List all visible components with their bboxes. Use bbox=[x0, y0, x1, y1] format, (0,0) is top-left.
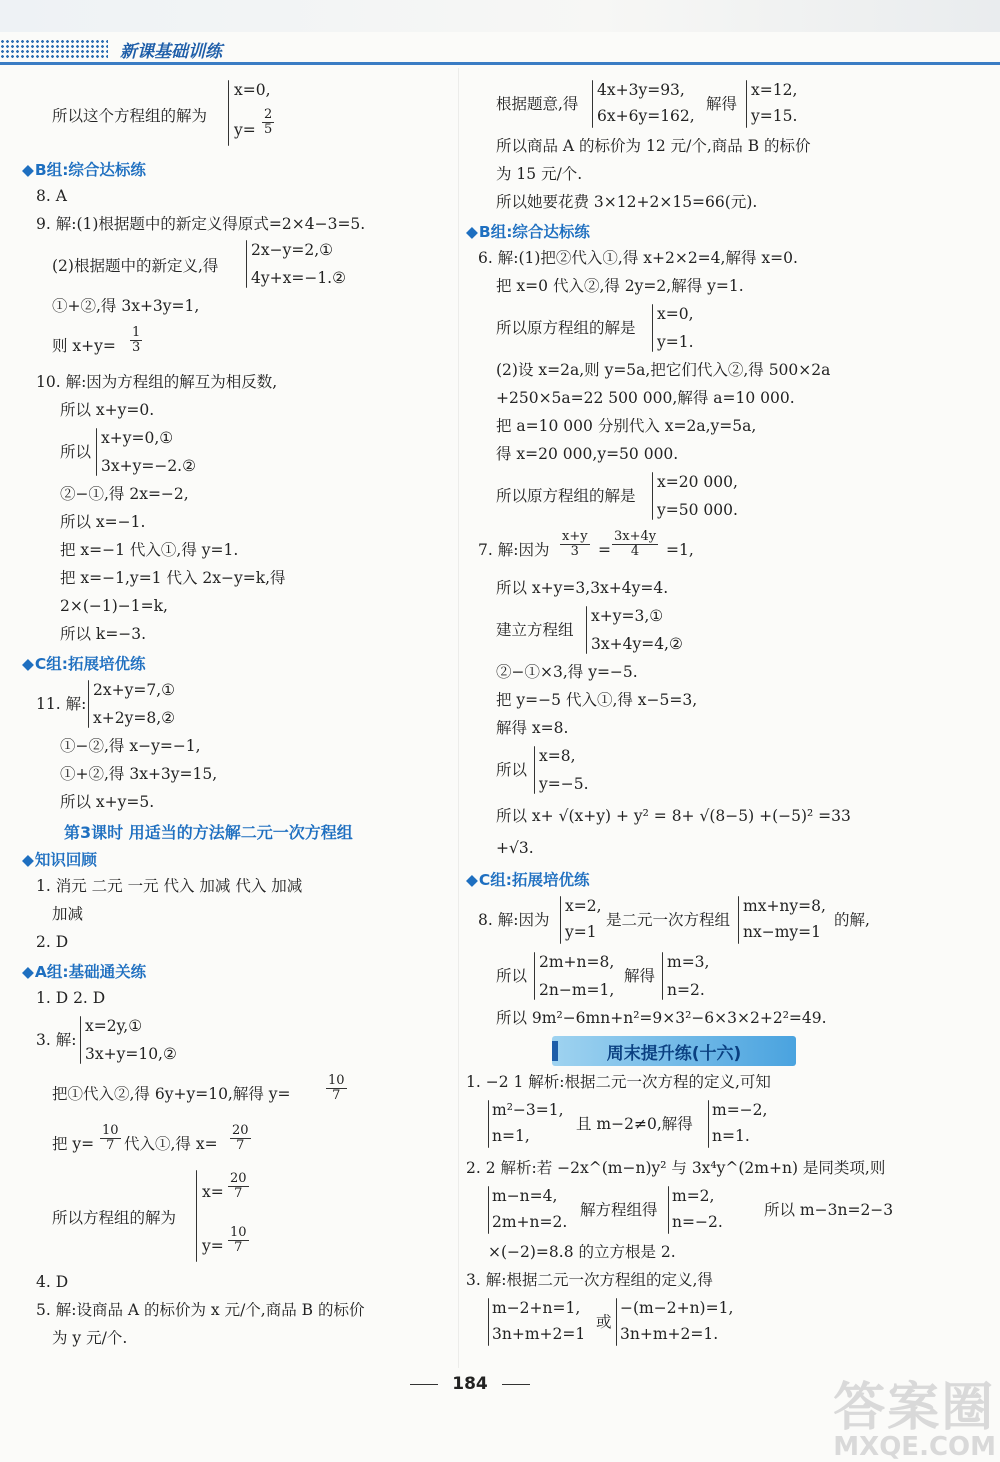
answer-line: 5. 解:设商品 A 的标价为 x 元/个,商品 B 的标价 bbox=[36, 1301, 365, 1319]
equation-brace bbox=[560, 896, 561, 944]
answer-line: 所以方程组的解为 bbox=[52, 1209, 177, 1227]
header-dot-pattern bbox=[0, 39, 108, 59]
answer-line: 把 x=−1,y=1 代入 2x−y=k,得 bbox=[60, 569, 286, 587]
system-eq: m−2+n=1, bbox=[492, 1299, 581, 1317]
answer-line: 10. 解:因为方程组的解互为相反数, bbox=[36, 373, 278, 391]
fraction: $\frac{20}{7}$ bbox=[232, 1123, 249, 1153]
watermark-url: MXQE.COM bbox=[833, 1432, 996, 1462]
equation-brace bbox=[652, 304, 653, 352]
system-eq: 2m+n=2. bbox=[492, 1213, 568, 1231]
system-eq: x=0, bbox=[657, 305, 694, 323]
answer-line: 把 a=10 000 分别代入 x=2a,y=5a, bbox=[496, 417, 757, 435]
answer-line: 解得 bbox=[624, 967, 656, 985]
system-eq: 3x+4y=4,② bbox=[591, 635, 683, 653]
system-eq: m²−3=1, bbox=[492, 1101, 564, 1119]
header-rule bbox=[0, 62, 1000, 65]
equation-brace bbox=[534, 746, 535, 794]
fraction: $\frac{2}{5}$ bbox=[264, 107, 273, 137]
system-eq: 3x+y=10,② bbox=[85, 1045, 177, 1063]
answer-line: 所以她要花费 3×12+2×15=66(元). bbox=[496, 193, 758, 211]
system-eq: x=0, bbox=[234, 81, 271, 99]
system-eq: y=1 bbox=[565, 923, 597, 941]
answer-line: 8. 解:因为 bbox=[478, 911, 550, 929]
answer-line: 4. D bbox=[36, 1273, 69, 1291]
system-eq: x= bbox=[202, 1183, 224, 1201]
answer-line: 所以这个方程组的解为 bbox=[52, 107, 208, 125]
system-eq: x+y=3,① bbox=[591, 607, 664, 625]
answer-line: ①+②,得 3x+3y=15, bbox=[60, 765, 218, 783]
answer-line: 把 y= bbox=[52, 1135, 95, 1153]
answer-line: 11. 解: bbox=[36, 695, 87, 713]
answer-line: 所以 k=−3. bbox=[60, 625, 147, 643]
answer-line: 7. 解:因为 bbox=[478, 541, 550, 559]
equation-brace bbox=[80, 1016, 81, 1064]
system-eq: x=12, bbox=[751, 81, 798, 99]
answer-line: 则 x+y= bbox=[52, 337, 116, 355]
system-eq: x=8, bbox=[539, 747, 576, 765]
answer-line: 所以 9m²−6mn+n²=9×3²−6×3×2+2²=49. bbox=[496, 1009, 827, 1027]
equals-sign: = bbox=[598, 541, 611, 559]
section-knowledge-heading: ◆知识回顾 bbox=[22, 851, 97, 869]
system-eq: m=3, bbox=[667, 953, 710, 971]
system-eq: 4y+x=−1.② bbox=[251, 269, 347, 287]
system-eq: n=−2. bbox=[672, 1213, 723, 1231]
equation-brace bbox=[668, 1186, 669, 1234]
system-eq: x=2y,① bbox=[85, 1017, 143, 1035]
answer-line: 1. −2 1 解析:根据二元一次方程的定义,可知 bbox=[466, 1073, 771, 1091]
system-eq: 6x+6y=162, bbox=[597, 107, 695, 125]
answer-line: 所以 x=−1. bbox=[60, 513, 146, 531]
top-margin-band bbox=[0, 0, 1000, 32]
system-eq: nx−my=1 bbox=[743, 923, 822, 941]
answer-line: 1. 消元 二元 一元 代入 加减 代入 加减 bbox=[36, 877, 303, 895]
answer-line: 为 15 元/个. bbox=[496, 165, 583, 183]
answer-line: 解得 x=8. bbox=[496, 719, 569, 737]
answer-line: ①+②,得 3x+3y=1, bbox=[52, 297, 200, 315]
answer-line: 所以原方程组的解是 bbox=[496, 319, 636, 337]
header-title: 新课基础训练 bbox=[120, 41, 222, 62]
equation-brace bbox=[228, 80, 229, 146]
answer-line: 为 y 元/个. bbox=[52, 1329, 128, 1347]
answer-line: 8. A bbox=[36, 187, 67, 205]
system-eq: n=1, bbox=[492, 1127, 530, 1145]
equation-brace bbox=[488, 1100, 489, 1148]
section-b-heading: ◆B组:综合达标练 bbox=[22, 161, 146, 179]
answer-line: (2)根据题中的新定义,得 bbox=[52, 257, 219, 275]
equation-brace bbox=[616, 1298, 617, 1346]
answer-line: ①−②,得 x−y=−1, bbox=[60, 737, 201, 755]
system-eq: 2x−y=2,① bbox=[251, 241, 334, 259]
system-eq: y=1. bbox=[657, 333, 694, 351]
equation-brace bbox=[88, 680, 89, 728]
watermark-logo-text: 答案圈 bbox=[833, 1378, 996, 1438]
fraction: $\frac{10}{7}$ bbox=[230, 1225, 247, 1255]
watermark bbox=[833, 1378, 996, 1462]
equation-brace bbox=[592, 80, 593, 128]
answer-line: 把 x=−1 代入①,得 y=1. bbox=[60, 541, 239, 559]
system-eq: x+2y=8,② bbox=[93, 709, 176, 727]
page-header bbox=[0, 38, 222, 60]
answer-line: 或 bbox=[596, 1313, 612, 1331]
answer-line: 所以 x+y=0. bbox=[60, 401, 155, 419]
page-number: 184 bbox=[0, 1374, 940, 1394]
column-divider bbox=[458, 68, 459, 1368]
section-c-heading: ◆C组:拓展培优练 bbox=[466, 871, 590, 889]
equation-brace bbox=[586, 606, 587, 654]
answer-line: 所以 x+ √(x+y) + y² = 8+ √(8−5) +(−5)² =33 bbox=[496, 807, 851, 825]
equation-brace bbox=[488, 1298, 489, 1346]
section-c-heading: ◆C组:拓展培优练 bbox=[22, 655, 146, 673]
equation-brace bbox=[534, 952, 535, 1000]
fraction: $\frac{x+y}{3}$ bbox=[562, 529, 588, 559]
answer-line: 6. 解:(1)把②代入①,得 x+2×2=4,解得 x=0. bbox=[478, 249, 798, 267]
answer-line: 把 y=−5 代入①,得 x−5=3, bbox=[496, 691, 698, 709]
answer-line: 所以 x+y=3,3x+4y=4. bbox=[496, 579, 669, 597]
system-eq: m=2, bbox=[672, 1187, 715, 1205]
system-eq: m=−2, bbox=[712, 1101, 768, 1119]
answer-line: 的解, bbox=[834, 911, 870, 929]
answer-line: 把①代入②,得 6y+y=10,解得 y= bbox=[52, 1085, 291, 1103]
answer-line: 代入①,得 x= bbox=[124, 1135, 218, 1153]
answer-line: 把 x=0 代入②,得 2y=2,解得 y=1. bbox=[496, 277, 744, 295]
system-eq: n=2. bbox=[667, 981, 705, 999]
equation-brace bbox=[746, 80, 747, 128]
system-eq: y= bbox=[202, 1237, 224, 1255]
answer-line: 所以 x+y=5. bbox=[60, 793, 155, 811]
system-eq: y=15. bbox=[751, 107, 798, 125]
answer-line: 是二元一次方程组 bbox=[606, 911, 731, 929]
answer-line: 加减 bbox=[52, 905, 84, 923]
section-b-heading: ◆B组:综合达标练 bbox=[466, 223, 590, 241]
answer-line: 根据题意,得 bbox=[496, 95, 579, 113]
system-eq: y=50 000. bbox=[657, 501, 738, 519]
system-eq: 2n−m=1, bbox=[539, 981, 615, 999]
system-eq: x=2, bbox=[565, 897, 602, 915]
answer-line: +√3. bbox=[496, 839, 534, 857]
answer-line: 所以 bbox=[60, 443, 92, 461]
system-eq: 3x+y=−2.② bbox=[101, 457, 197, 475]
answer-line: (2)设 x=2a,则 y=5a,把它们代入②,得 500×2a bbox=[496, 361, 831, 379]
system-eq: n=1. bbox=[712, 1127, 750, 1145]
equation-brace bbox=[96, 428, 97, 476]
system-eq: x+y=0,① bbox=[101, 429, 174, 447]
system-eq: 4x+3y=93, bbox=[597, 81, 685, 99]
answer-line: 3. 解:根据二元一次方程组的定义,得 bbox=[466, 1271, 713, 1289]
fraction: $\frac{20}{7}$ bbox=[230, 1171, 247, 1201]
lesson-title: 第3课时 用适当的方法解二元一次方程组 bbox=[64, 823, 353, 842]
answer-line: 2. D bbox=[36, 933, 69, 951]
fraction: $\frac{1}{3}$ bbox=[132, 325, 141, 355]
weekend-practice-banner: 周末提升练(十六) bbox=[552, 1036, 796, 1066]
answer-line: ②−①,得 2x=−2, bbox=[60, 485, 189, 503]
equation-brace bbox=[488, 1186, 489, 1234]
answer-line: 1. D 2. D bbox=[36, 989, 106, 1007]
answer-line: 9. 解:(1)根据题中的新定义得原式=2×4−3=5. bbox=[36, 215, 366, 233]
answer-line: 所以商品 A 的标价为 12 元/个,商品 B 的标价 bbox=[496, 137, 811, 155]
system-eq: 3n+m+2=1 bbox=[492, 1325, 586, 1343]
equation-brace bbox=[196, 1170, 197, 1262]
answer-line: ②−①×3,得 y=−5. bbox=[496, 663, 638, 681]
answer-line: 解得 bbox=[706, 95, 738, 113]
fraction: $\frac{10}{7}$ bbox=[328, 1073, 345, 1103]
answer-line: 得 x=20 000,y=50 000. bbox=[496, 445, 679, 463]
fraction: $\frac{3x+4y}{4}$ bbox=[614, 529, 657, 559]
system-eq: y=−5. bbox=[539, 775, 589, 793]
equation-brace bbox=[652, 472, 653, 520]
system-eq: 2m+n=8, bbox=[539, 953, 615, 971]
system-eq: y= bbox=[234, 121, 256, 139]
answer-line: 2×(−1)−1=k, bbox=[60, 597, 168, 615]
answer-line: 2. 2 解析:若 −2x^(m−n)y² 与 3x⁴y^(2m+n) 是同类项,则 bbox=[466, 1159, 886, 1177]
answer-line: 建立方程组 bbox=[496, 621, 574, 639]
answer-line: 解方程组得 bbox=[580, 1201, 658, 1219]
answer-line: 所以 m−3n=2−3 bbox=[764, 1201, 894, 1219]
system-eq: 3n+m+2=1. bbox=[620, 1325, 719, 1343]
system-eq: −(m−2+n)=1, bbox=[620, 1299, 734, 1317]
answer-line: ×(−2)=8.8 的立方根是 2. bbox=[488, 1243, 676, 1261]
system-eq: mx+ny=8, bbox=[743, 897, 826, 915]
equation-brace bbox=[662, 952, 663, 1000]
answer-line: 所以 bbox=[496, 967, 528, 985]
system-eq: m−n=4, bbox=[492, 1187, 558, 1205]
fraction: $\frac{10}{7}$ bbox=[102, 1123, 119, 1153]
answer-line: +250×5a=22 500 000,解得 a=10 000. bbox=[496, 389, 795, 407]
equation-brace bbox=[708, 1100, 709, 1148]
answer-line: 且 m−2≠0,解得 bbox=[576, 1115, 693, 1133]
answer-line: 所以 bbox=[496, 761, 528, 779]
system-eq: 2x+y=7,① bbox=[93, 681, 176, 699]
equation-brace bbox=[246, 240, 247, 288]
answer-line: 3. 解: bbox=[36, 1031, 77, 1049]
system-eq: x=20 000, bbox=[657, 473, 738, 491]
section-a-heading: ◆A组:基础通关练 bbox=[22, 963, 147, 981]
equation-brace bbox=[738, 896, 739, 944]
answer-line: 所以原方程组的解是 bbox=[496, 487, 636, 505]
answer-line: =1, bbox=[666, 541, 694, 559]
